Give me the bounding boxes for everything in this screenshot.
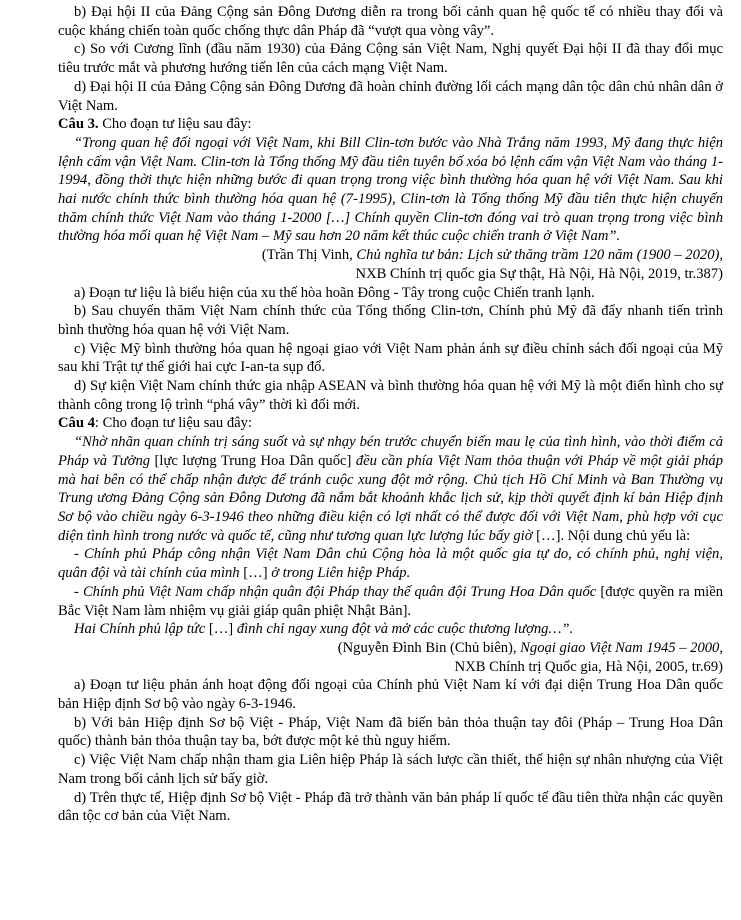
quote-part: đều cần phía Việt Nam thỏa thuận với Pháp về một giải pháp mà hai bên có thể chấp nhận được để tránh cuộc xung đột mở rộng. Chủ tịch Hồ Chí Minh và Ban Thường vụ Trung ương Đảng Cộng sản Đông Dương đã nắm bắt khoảnh khắc lịch sử, kịp thời quyết định kí bản Hiệp định Sơ bộ vào chiều ngày 6-3-1946 theo những điều kiện có lợi nhất có thể được đối với Việt Nam, phù hợp với cục diện tình hình trong nước và quốc tế, cũng như tương quan lực lượng lúc bấy giờ (58, 452, 724, 544)
question-4-option-a: a) Đoạn tư liệu phản ánh hoạt động đối ngoại của Chính phủ Việt Nam kí với đại diện Trung Hoa Dân quốc bản Hiệp định Sơ bộ vào ngày 6-3-1946. (58, 677, 723, 713)
question-4-bullet-2 (58, 583, 723, 620)
closing-text: đình chỉ ngay xung đột và mở các cuộc thương lượng…”. (233, 621, 574, 638)
question-4-option-c: c) Việc Việt Nam chấp nhận tham gia Liên hiệp Pháp là sách lược cần thiết, thể hiện sự nhân nhượng của Việt Nam trong bối cảnh lịch sử bấy giờ. (58, 752, 723, 787)
quote-part: “Nhờ nhãn quan chính trị sáng suốt và sự nhạy bén trước chuyển biến mau lẹ của tình hình, vào thời điểm cả Pháp và Tưởng (58, 434, 723, 469)
closing-text: Hai Chính phủ lập tức (74, 621, 209, 638)
bullet-bracket: […] (243, 565, 268, 582)
closing-bracket: […] (208, 621, 234, 638)
question-4-closing (58, 620, 723, 639)
question-3-publisher: NXB Chính trị quốc gia Sự thật, Hà Nội, Hà Nội, 2019, tr.387) (355, 265, 723, 282)
quote-bracket: [lực lượng Trung Hoa Dân quốc] (154, 452, 352, 469)
question-4-publisher: NXB Chính trị Quốc gia, Hà Nội, 2005, tr.69) (454, 658, 723, 675)
prev-option-b: b) Đại hội II của Đảng Cộng sản Đông Dương diễn ra trong bối cảnh quan hệ quốc tế có nhiều thay đổi và cuộc kháng chiến toàn quốc chống thực dân Pháp đã “vượt qua vòng vây”. (58, 4, 723, 39)
bullet-text: ở trong Liên hiệp Pháp. (267, 565, 411, 582)
question-4-label: Câu 4 (58, 415, 95, 432)
question-4-bullet-1 (58, 545, 723, 582)
question-3-option-d: d) Sự kiện Việt Nam chính thức gia nhập ASEAN và bình thường hóa quan hệ với Mỹ là một điển hình cho sự thành công trong lộ trình “phá vây” thời kì đổi mới. (58, 378, 723, 413)
source-title: Ngoại giao Việt Nam 1945 – 2000, (520, 639, 723, 656)
question-4-heading (58, 414, 723, 433)
question-3-quote: “Trong quan hệ đối ngoại với Việt Nam, khi Bill Clin-tơn bước vào Nhà Trắng năm 1993, Mỹ đang thực hiện lệnh cấm vận Việt Nam. Clin-tơn là Tổng thống Mỹ đầu tiên tuyên bố xóa bỏ lệnh cấm vận Việt Nam vào tháng 1-1994, đồng thời thực hiện những bước đi quan trọng trong việc bình thường hóa quan hệ với Việt Nam. Sau khi hai nước chính thức bình thường hóa quan hệ (7-1995), Clin-tơn là Tổng thống Mỹ đầu tiên thực hiện chuyến thăm chính thức Việt Nam vào tháng 1-2000 […] Chính quyền Clin-tơn đóng vai trò quan trọng trong việc bình thường hóa mối quan hệ Việt Nam – Mỹ sau hơn 20 năm kết thúc cuộc chiến tranh ở Việt Nam”. (58, 134, 723, 245)
question-3-option-c: c) Việc Mỹ bình thường hóa quan hệ ngoại giao với Việt Nam phản ánh sự điều chỉnh sách đối ngoại của Mỹ sau khi Trật tự thế giới hai cực I-an-ta sụp đổ. (58, 340, 723, 376)
question-4-intro: : Cho đoạn tư liệu sau đây: (94, 415, 252, 432)
bullet-text: - Chính phủ Pháp công nhận Việt Nam Dân chủ Cộng hòa là một quốc gia tự do, có chính phủ, nghị viện, quân đội và tài chính của mình (58, 546, 723, 582)
source-title: Chủ nghĩa tư bản: Lịch sử thăng trầm 120 năm (1900 – 2020), (356, 247, 723, 264)
question-4-option-b: b) Với bản Hiệp định Sơ bộ Việt - Pháp, Việt Nam đã biến bản thỏa thuận tay đôi (Pháp – Trung Hoa Dân quốc) thành bản thỏa thuận tay ba, bớt được một kẻ thù nguy hiểm. (58, 714, 723, 750)
question-4-source (58, 639, 723, 658)
question-4-option-d: d) Trên thực tế, Hiệp định Sơ bộ Việt - Pháp đã trở thành văn bản pháp lí quốc tế đầu tiên thừa nhận các quyền dân tộc cơ bản của Việt Nam. (58, 789, 723, 825)
question-3-intro: Cho đoạn tư liệu sau đây: (98, 116, 252, 133)
quote-bracket: […]. Nội dung chủ yếu là: (536, 527, 691, 544)
question-3-heading (58, 115, 723, 134)
question-3-label: Câu 3. (58, 116, 99, 133)
question-3-option-a: a) Đoạn tư liệu là biểu hiện của xu thế hòa hoãn Đông - Tây trong cuộc Chiến tranh lạnh. (74, 284, 595, 301)
question-4-quote (58, 433, 723, 545)
bullet-text: - Chính phủ Việt Nam chấp nhận quân đội Pháp thay thế quân đội Trung Hoa Dân quốc (74, 583, 601, 600)
question-3-source (58, 246, 723, 265)
prev-option-d: d) Đại hội II của Đảng Cộng sản Đông Dương đã hoàn chỉnh đường lối cách mạng dân tộc dân chủ nhân dân ở Việt Nam. (58, 78, 723, 114)
bullet-bracket: [được quyền ra miền Bắc Việt Nam làm nhiệm vụ giải giáp quân phiệt Nhật Bản]. (58, 583, 724, 619)
source-author: (Nguyễn Đình Bin (Chủ biên), (337, 639, 521, 656)
source-author: (Trần Thị Vinh, (261, 247, 357, 264)
prev-option-c: c) So với Cương lĩnh (đầu năm 1930) của Đảng Cộng sản Việt Nam, Nghị quyết Đại hội II đã thay đổi mục tiêu trước mắt và phương hướng tiến lên của cách mạng Việt Nam. (58, 41, 723, 77)
question-3-option-b: b) Sau chuyến thăm Việt Nam chính thức của Tổng thống Clin-tơn, Chính phủ Mỹ đã đẩy nhanh tiến trình bình thường hóa quan hệ với Việt Nam. (58, 303, 723, 338)
